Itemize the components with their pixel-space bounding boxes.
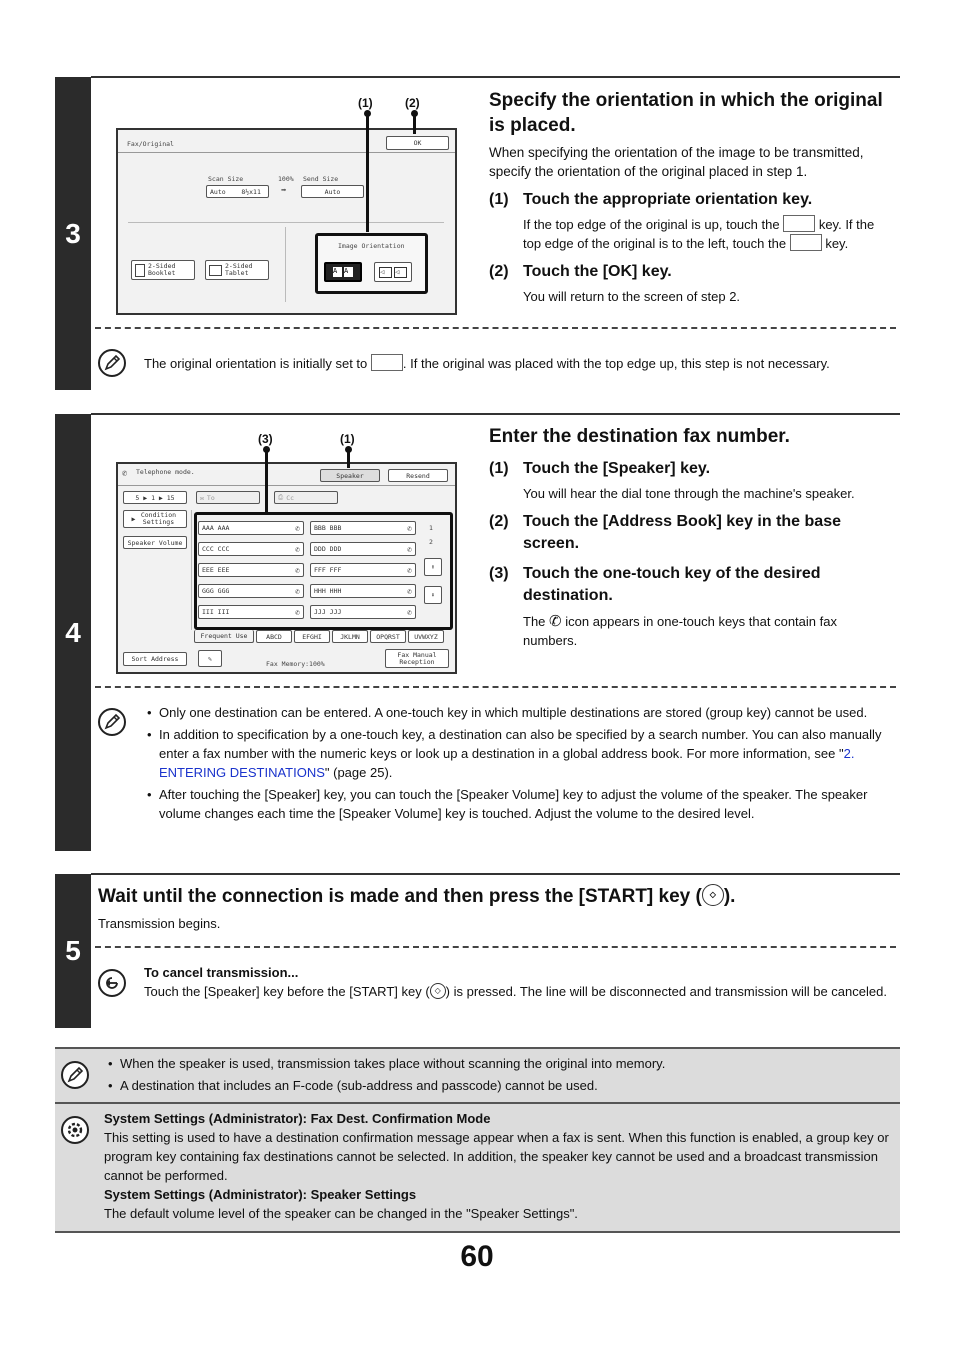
tab-index-2[interactable]: EFGHI (294, 630, 330, 643)
gear-icon (61, 1116, 89, 1144)
note-item: • In addition to specification by a one-touch key, a destination can also be specified by a search number. You can also manually enter a fax number with the numeric keys or look up a destination in a global address book. For more information, see "2. ENTERING DESTINATIONS" (page 25). (145, 725, 890, 782)
tab-index-5[interactable]: UVWXYZ (408, 630, 444, 643)
landscape-a2-icon: ◁ (394, 267, 407, 278)
screen-title: Telephone mode. (136, 468, 195, 476)
step-4-notes (145, 703, 890, 826)
scan-size-value: Auto (210, 187, 226, 196)
note-item: • Only one destination can be entered. A one-touch key in which multiple destinations are stored (group key) cannot be used. (145, 703, 890, 722)
note-item: • After touching the [Speaker] key, you can touch the [Speaker Volume] key to adjust the volume of the speaker. The speaker volume changes each time the [Speaker Volume] key is touched. Adjust the volume to the desired level. (145, 785, 890, 823)
fax-icon: ✆ (407, 607, 412, 617)
percent-label: 100% (278, 175, 294, 183)
paper-size-value: 8½x11 (241, 187, 261, 196)
cancel-arrow-icon (98, 969, 126, 997)
phone-icon: ✆ (122, 469, 128, 479)
step-3-sub1-title: Touch the appropriate orientation key. (523, 191, 813, 208)
step-3-intro: When specifying the orientation of the image to be transmitted, specify the orientation of the original placed in step 1. (489, 145, 864, 179)
contact-name: CCC CCC (202, 545, 230, 553)
one-touch-key[interactable] (198, 542, 304, 556)
system-heading-2: System Settings (Administrator): Speaker Settings (104, 1187, 417, 1202)
page-2: 2 (429, 538, 433, 546)
contact-name: III III (202, 608, 230, 616)
step-3-sub2-label: (2) (489, 263, 509, 280)
step-5-top-rule (91, 873, 900, 875)
callout-2: (2) (405, 96, 420, 110)
pencil-note-icon (61, 1061, 89, 1089)
image-orientation-label: Image Orientation (338, 242, 405, 250)
cancel-text: Touch the [Speaker] key before the [START] key ( ◇ ) is pressed. The line will be disconnected and transmission will be canceled. (144, 984, 887, 999)
callout-1-line (366, 114, 369, 232)
portrait-a2-icon: A (344, 267, 353, 277)
contact-name: HHH HHH (314, 587, 342, 595)
contact-name: JJJ JJJ (314, 608, 342, 616)
speaker-volume-key[interactable]: Speaker Volume (123, 536, 187, 549)
cancel-title: To cancel transmission... (144, 965, 299, 980)
fax-phone-icon: ✆ (549, 613, 562, 630)
tab-index-3[interactable]: JKLMN (332, 630, 368, 643)
orientation-up-icon (783, 215, 815, 232)
one-touch-key[interactable] (198, 605, 304, 619)
fax-icon: ✆ (407, 544, 412, 554)
tablet-key[interactable] (205, 260, 269, 280)
one-touch-key[interactable] (310, 584, 416, 598)
system-heading-1: System Settings (Administrator): Fax Dest. Confirmation Mode (104, 1111, 491, 1126)
sort-address-key[interactable]: Sort Address (123, 652, 187, 666)
orientation-up-icon (371, 354, 403, 371)
one-touch-key[interactable] (310, 605, 416, 619)
tab-index-1[interactable]: ABCD (256, 630, 292, 643)
booklet-icon (135, 264, 145, 277)
step-4-sub3-title: Touch the one-touch key of the desired destination. (523, 565, 821, 604)
fax-icon: ✆ (407, 565, 412, 575)
step-3-note: The original orientation is initially set to . If the original was placed with the top edge up, this step is not necessary. (144, 356, 830, 371)
step-3-sub1-label: (1) (489, 191, 509, 208)
step-3-title: Specify the orientation in which the original is placed. (489, 90, 883, 136)
fax-icon: ✆ (295, 565, 300, 575)
entering-destinations-link[interactable]: 2. ENTERING DESTINATIONS (159, 746, 855, 780)
group-fax-icon: ✆ (295, 523, 300, 533)
orientation-left-icon (790, 234, 822, 251)
one-touch-key[interactable] (198, 584, 304, 598)
group-fax-icon: ✆ (407, 523, 412, 533)
fax-icon: ✆ (295, 607, 300, 617)
edit-icon: ✎ (208, 654, 212, 663)
step-3-number: 3 (55, 77, 91, 390)
resend-key[interactable]: Resend (388, 469, 448, 482)
step-4-sub1-label: (1) (489, 460, 509, 477)
image-orientation-box (315, 233, 428, 294)
contact-name: AAA AAA (202, 524, 230, 532)
step-3-sub2-text: You will return to the screen of step 2. (523, 289, 741, 304)
pencil-note-icon (98, 349, 126, 377)
portrait-a-icon: A (333, 267, 342, 277)
play-icon: ▶ (131, 514, 136, 523)
step-4-divider (95, 686, 896, 688)
start-key-icon: ◇ (702, 884, 724, 906)
contact-name: GGG GGG (202, 587, 230, 595)
fax-manual-reception-key[interactable]: Fax Manual Reception (385, 649, 449, 668)
tab-frequent-use[interactable]: Frequent Use (194, 630, 254, 643)
pencil-note-icon (98, 708, 126, 736)
screen-title: Fax/Original (127, 140, 174, 148)
one-touch-key[interactable] (198, 563, 304, 577)
to-field[interactable]: ✉ To (196, 491, 260, 504)
system-settings-text (104, 1109, 894, 1223)
step-4-sub3-label: (3) (489, 565, 509, 582)
fax-icon: ✆ (295, 544, 300, 554)
step-4-sub2-label: (2) (489, 513, 509, 530)
one-touch-key[interactable] (310, 521, 416, 535)
step-3-divider (95, 327, 896, 329)
orientation-up-key[interactable] (324, 262, 362, 282)
system-text-1: This setting is used to have a destination confirmation message appear when a fax is sent. When this function is enabled, a group key or program key containing fax destinations cannot be selected. In addition, the speaker key cannot be used and a broadcast transmission cannot be performed. (104, 1130, 889, 1183)
arrow-up-icon: ⬆ (431, 563, 435, 571)
step-5-number: 5 (55, 874, 91, 1028)
one-touch-key[interactable] (310, 542, 416, 556)
callout-2-line (413, 114, 416, 134)
contact-name: FFF FFF (314, 566, 342, 574)
callout-1: (1) (340, 432, 355, 446)
tablet-icon (209, 265, 222, 276)
fax-original-screen (116, 128, 457, 315)
arrow-down-icon: ⬇ (431, 591, 435, 599)
step-4-sub3-text: The ✆ icon appears in one-touch keys that contain fax numbers. (523, 613, 837, 648)
scan-size-key[interactable] (206, 185, 269, 198)
booklet-label: 2-Sided Booklet (148, 262, 176, 277)
step-4-sub2-title: Touch the [Address Book] key in the base screen. (523, 513, 841, 552)
scan-size-label: Scan Size (208, 175, 244, 183)
tab-index-4[interactable]: OPQRST (370, 630, 406, 643)
arrow-icon: ➡ (281, 186, 287, 196)
condition-settings-key[interactable]: ▶ Condition Settings (123, 510, 187, 528)
cc-field[interactable]: ⎙ Cc (274, 491, 338, 504)
landscape-a-icon: ◁ (379, 267, 392, 278)
step-3-sub1-text: If the top edge of the original is up, touch the key. If the top edge of the original is to the left, touch the key. (523, 217, 875, 252)
step-4-sub1-text: You will hear the dial tone through the machine's speaker. (523, 486, 855, 501)
one-touch-key[interactable] (310, 563, 416, 577)
orientation-left-key[interactable] (374, 262, 412, 282)
start-key-icon: ◇ (430, 983, 446, 999)
step-5-text: Transmission begins. (98, 916, 221, 931)
page-1: 1 (429, 524, 433, 532)
note-item: • When the speaker is used, transmission takes place without scanning the original into memory. (106, 1054, 891, 1073)
contact-name: BBB BBB (314, 524, 342, 532)
fax-icon: ✆ (295, 586, 300, 596)
step-3-sub2-title: Touch the [OK] key. (523, 263, 672, 280)
ok-key[interactable]: OK (386, 136, 449, 150)
callout-3-line (265, 450, 268, 514)
step-5-divider (95, 946, 896, 948)
tablet-label: 2-Sided Tablet (225, 262, 253, 277)
footer-notes (106, 1054, 891, 1098)
booklet-key[interactable] (131, 260, 195, 280)
step-3-top-rule (91, 76, 900, 78)
address-edit-key[interactable] (198, 650, 222, 667)
telephone-mode-screen (116, 462, 457, 674)
fax-icon: ✆ (407, 586, 412, 596)
system-text-2: The default volume level of the speaker can be changed in the "Speaker Settings". (104, 1206, 578, 1221)
step-4-title: Enter the destination fax number. (489, 426, 790, 447)
page-number: 60 (460, 1240, 494, 1273)
contact-name: EEE EEE (202, 566, 230, 574)
step-4-top-rule (91, 413, 900, 415)
callout-1: (1) (358, 96, 373, 110)
scroll-up-key[interactable] (424, 558, 442, 576)
step-5-title: Wait until the connection is made and then press the [START] key ( ◇ ). (98, 884, 898, 909)
step-4-number: 4 (55, 414, 91, 851)
fax-memory: Fax Memory:100% (266, 660, 325, 668)
speaker-key[interactable]: Speaker (320, 469, 380, 482)
send-size-label: Send Size (303, 175, 339, 183)
scroll-down-key[interactable] (424, 586, 442, 604)
contact-name: DDD DDD (314, 545, 342, 553)
callout-1-line (347, 450, 350, 468)
callout-3: (3) (258, 432, 273, 446)
pager-key[interactable]: 5 ▶ 1 ▶ 15 (123, 491, 187, 504)
send-size-key[interactable]: Auto (301, 185, 364, 198)
one-touch-key[interactable] (198, 521, 304, 535)
step-4-sub1-title: Touch the [Speaker] key. (523, 460, 711, 477)
note-item: • A destination that includes an F-code (sub-address and passcode) cannot be used. (106, 1076, 891, 1095)
